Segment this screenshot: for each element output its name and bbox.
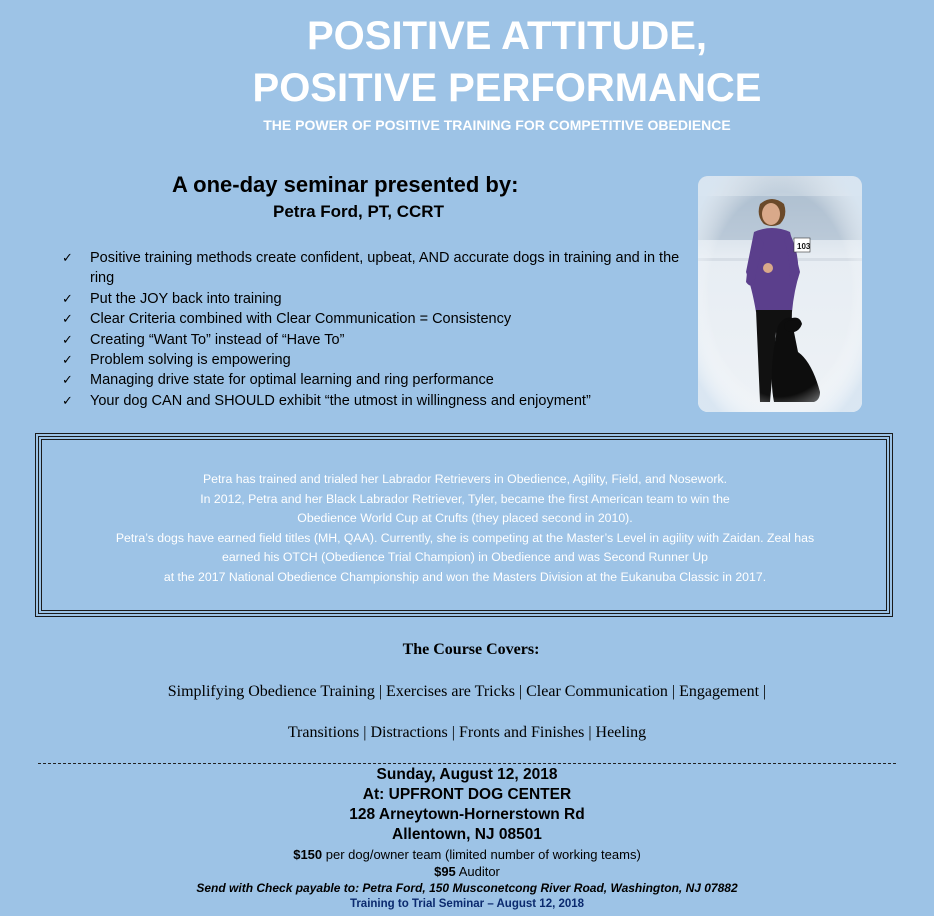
course-covers-heading: The Course Covers: <box>402 641 540 658</box>
checkmark-icon: ✓ <box>62 372 73 388</box>
checkmark-icon: ✓ <box>62 290 73 306</box>
price-working-team: $150 per dog/owner team (limited number of working teams) <box>293 847 641 862</box>
price-auditor: $95 Auditor <box>434 864 500 879</box>
course-topics-line-2: Transitions | Distractions | Fronts and Finishes | Heeling <box>287 724 647 741</box>
subtitle: THE POWER OF POSITIVE TRAINING FOR COMPETITIVE OBEDIENCE <box>263 117 731 133</box>
bio-text <box>36 470 894 588</box>
list-item: ✓ Positive training methods create confident, upbeat, AND accurate dogs in training and in the ring <box>62 250 680 287</box>
list-item: ✓ Put the JOY back into training <box>62 289 682 309</box>
list-item: ✓ Problem solving is empowering <box>62 350 682 370</box>
bio-line: Obedience World Cup at Crufts (they placed second in 2010). <box>297 511 633 526</box>
dashed-divider <box>38 763 896 764</box>
benefit-list <box>62 248 682 411</box>
course-topics-line-1: Simplifying Obedience Training | Exercises are Tricks | Clear Communication | Engagement | <box>167 683 767 700</box>
presented-by-heading: A one-day seminar presented by: <box>172 172 519 197</box>
bio-line: Petra has trained and trialed her Labrador Retrievers in Obedience, Agility, Field, and Nosework. <box>202 472 728 486</box>
checkmark-icon: ✓ <box>62 250 73 265</box>
checkmark-icon: ✓ <box>62 392 73 408</box>
presenter-name: Petra Ford, PT, CCRT <box>273 202 444 221</box>
event-street: 128 Arneytown-Hornerstown Rd <box>349 806 585 823</box>
bio-line: In 2012, Petra and her Black Labrador Retriever, Tyler, became the first American team to win the <box>200 491 730 506</box>
presenter-photo <box>698 176 862 412</box>
bio-line: at the 2017 National Obedience Championship and won the Masters Division at the Eukanuba Classic in 2017. <box>163 569 767 584</box>
list-item: ✓ Creating “Want To” instead of “Have To” <box>62 330 682 350</box>
title-line-1: POSITIVE ATTITUDE, <box>306 14 708 58</box>
checkmark-icon: ✓ <box>62 331 73 347</box>
event-location: At: UPFRONT DOG CENTER <box>362 786 572 803</box>
list-item: ✓ Clear Criteria combined with Clear Communication = Consistency <box>62 309 682 329</box>
list-item: ✓ Managing drive state for optimal learning and ring performance <box>62 370 682 390</box>
payment-instructions: Send with Check payable to: Petra Ford, 150 Musconetcong River Road, Washington, NJ 07882 <box>196 881 738 895</box>
list-item: ✓ Your dog CAN and SHOULD exhibit “the utmost in willingness and enjoyment” <box>62 391 682 411</box>
trainer-and-dog-illustration <box>698 176 862 412</box>
checkmark-icon: ✓ <box>62 352 73 368</box>
event-date: Sunday, August 12, 2018 <box>376 766 558 783</box>
footer-seminar-name: Training to Trial Seminar – August 12, 2018 <box>349 898 585 910</box>
bio-line: earned his OTCH (Obedience Trial Champion) in Obedience and was Second Runner Up <box>222 550 708 565</box>
bio-line: Petra’s dogs have earned field titles (MH, QAA). Currently, she is competing at the Master’s Level in agility with Zaidan. Zeal has <box>115 530 815 545</box>
checkmark-icon: ✓ <box>62 311 73 327</box>
event-city: Allentown, NJ 08501 <box>392 826 542 843</box>
title-line-2: POSITIVE PERFORMANCE <box>252 66 762 110</box>
